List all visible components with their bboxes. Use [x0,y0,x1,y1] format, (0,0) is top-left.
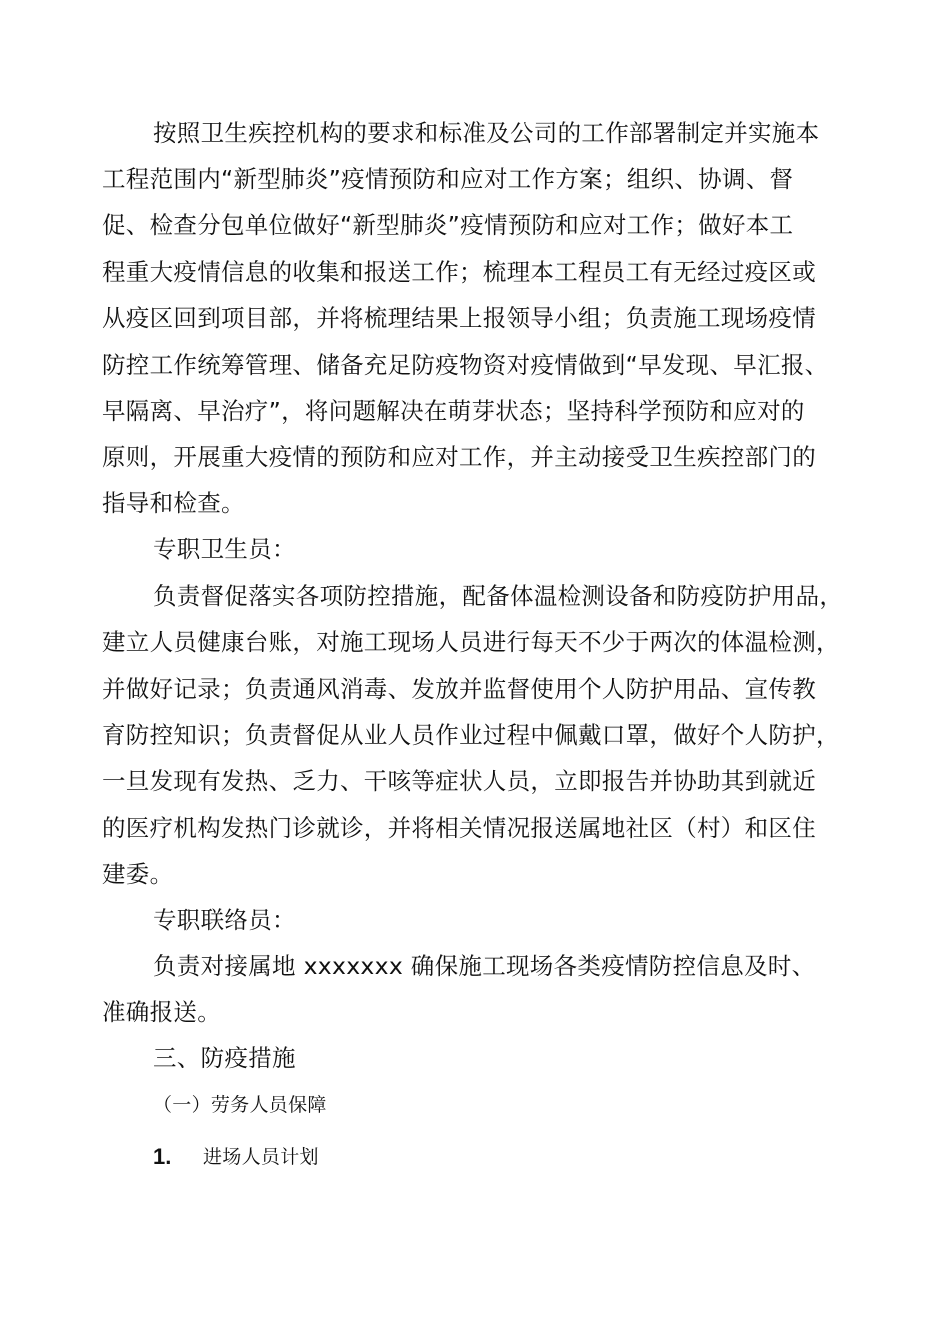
list-item-label: 进场人员计划 [203,1146,319,1168]
paragraph-line: 建立人员健康台账，对施工现场人员进行每天不少于两次的体温检测， [102,628,840,656]
paragraph-line: 指导和检查。 [102,489,245,517]
paragraph-line: 的医疗机构发热门诊就诊，并将相关情况报送属地社区（村）和区住 [102,814,816,842]
paragraph-line: 准确报送。 [102,998,221,1026]
paragraph-line: 程重大疫情信息的收集和报送工作；梳理本工程员工有无经过疫区或 [102,258,816,286]
paragraph-line: 按照卫生疾控机构的要求和标准及公司的工作部署制定并实施本 [153,119,820,147]
paragraph-line: 工程范围内“新型肺炎”疫情预防和应对工作方案；组织、协调、督 [102,165,794,193]
paragraph-line: 负责督促落实各项防控措施，配备体温检测设备和防疫防护用品， [153,582,844,610]
paragraph-line: 建委。 [102,860,174,888]
paragraph-line: 育防控知识；负责督促从业人员作业过程中佩戴口罩，做好个人防护， [102,721,840,749]
liaison-officer-heading: 专职联络员： [153,906,296,934]
section-heading: 三、防疫措施 [153,1044,296,1072]
paragraph-line: 促、检查分包单位做好“新型肺炎”疫情预防和应对工作；做好本工 [102,211,794,239]
paragraph-line: 负责对接属地 xxxxxxx 确保施工现场各类疫情防控信息及时、 [153,952,816,980]
paragraph-line: 并做好记录；负责通风消毒、发放并监督使用个人防护用品、宣传教 [102,675,816,703]
list-item-number: 1. [153,1144,172,1169]
paragraph-line: 防控工作统筹管理、储备充足防疫物资对疫情做到“早发现、早汇报、 [102,351,829,379]
paragraph-line: 一旦发现有发热、乏力、干咳等症状人员，立即报告并协助其到就近 [102,767,816,795]
subsection-heading: （一）劳务人员保障 [153,1094,327,1116]
paragraph-line: 从疫区回到项目部，并将梳理结果上报领导小组；负责施工现场疫情 [102,304,816,332]
paragraph-line: 早隔离、早治疗”，将问题解决在萌芽状态；坚持科学预防和应对的 [102,397,805,425]
paragraph-line: 原则，开展重大疫情的预防和应对工作，并主动接受卫生疾控部门的 [102,443,816,471]
health-officer-heading: 专职卫生员： [153,535,296,563]
